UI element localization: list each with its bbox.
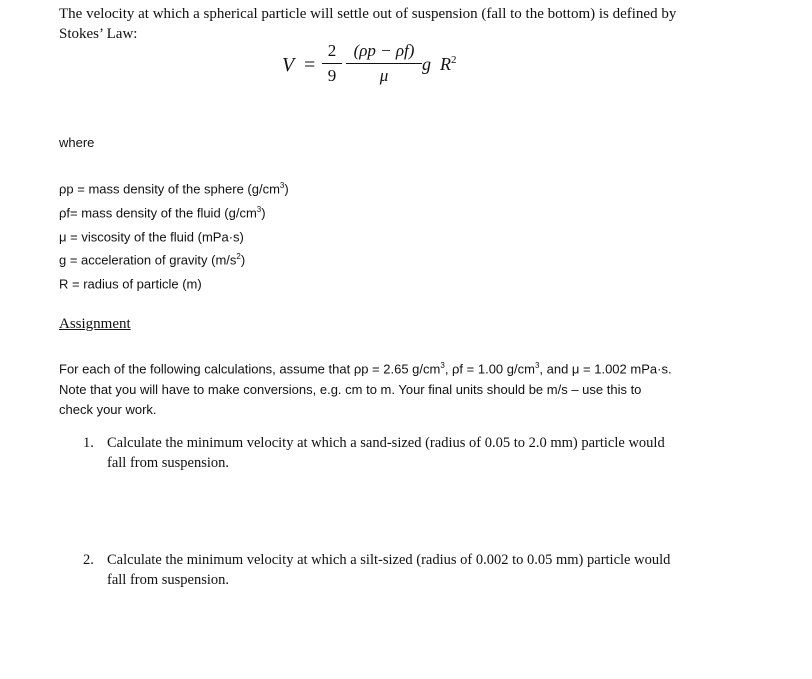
cube-superscript: 3: [534, 361, 540, 370]
definition-tail: ): [284, 181, 289, 197]
definition-item: [59, 176, 289, 200]
question-text: [107, 550, 687, 590]
question-item: [83, 433, 703, 475]
definition-symbol: ρp: [59, 181, 74, 197]
question-line: fall from suspension.: [107, 572, 230, 588]
equation-g: g: [422, 54, 431, 74]
stokes-law-equation: [282, 40, 482, 96]
definition-superscript: 3: [279, 181, 285, 190]
definition-text: = mass density of the fluid (g/cm: [70, 205, 257, 221]
where-label: where: [59, 135, 95, 150]
definition-text: = radius of particle (m): [68, 276, 202, 292]
definition-symbol: R: [59, 276, 69, 292]
definition-symbol: g: [59, 252, 67, 268]
definition-tail: ): [261, 205, 266, 221]
fraction-bar: [322, 63, 342, 64]
definition-symbol: ρf: [59, 205, 71, 221]
assignment-line-3: check your work.: [59, 402, 157, 418]
definition-item: [59, 247, 289, 271]
density-denominator: μ: [379, 66, 389, 85]
definition-symbol: μ: [59, 228, 67, 244]
definition-text: = viscosity of the fluid (mPa·s): [66, 228, 244, 244]
assignment-text-a: For each of the following calculations, assume that ρp = 2.65 g/cm: [59, 361, 441, 377]
equation-r-exponent: 2: [451, 54, 457, 66]
definition-item: [59, 224, 289, 248]
definition-superscript: 2: [236, 252, 241, 262]
definition-item: [59, 271, 289, 295]
question-number: 2.: [83, 552, 94, 568]
question-line: Calculate the minimum velocity at which a silt-sized (radius of 0.002 to 0.05 mm) particle would: [107, 552, 671, 568]
question-text: [107, 433, 687, 473]
coefficient-fraction: [322, 40, 342, 87]
question-line: fall from suspension.: [107, 455, 230, 471]
coefficient-numerator: 2: [327, 41, 337, 60]
cube-superscript: 3: [440, 361, 445, 370]
assignment-text-b: , ρf = 1.00 g/cm: [444, 361, 535, 377]
assignment-text-c: , and μ = 1.002 mPa·s.: [539, 361, 672, 377]
intro-line-2: Stokes’ Law:: [59, 26, 138, 42]
definition-tail: ): [240, 252, 246, 268]
question-item: [83, 550, 703, 592]
equation-lhs: V: [282, 54, 295, 76]
assignment-line-2: Note that you will have to make conversions, e.g. cm to m. Your final units should be m/s – use this to: [59, 381, 642, 397]
definitions-list: [59, 176, 289, 295]
definition-text: = acceleration of gravity (m/s: [66, 252, 237, 268]
intro-paragraph: [59, 4, 699, 44]
density-numerator: (ρp − ρf): [353, 41, 415, 60]
definition-text: = mass density of the sphere (g/cm: [73, 181, 280, 197]
assignment-paragraph: [59, 356, 709, 421]
fraction-bar: [346, 63, 422, 64]
definition-item: [59, 200, 289, 224]
question-line: Calculate the minimum velocity at which a sand-sized (radius of 0.05 to 2.0 mm) particle would: [107, 435, 665, 451]
assignment-heading: Assignment: [59, 316, 131, 332]
equation-r-symbol: R: [440, 54, 451, 74]
assignment-line-1: [59, 356, 709, 380]
equation-radius: [440, 54, 457, 75]
intro-line-1: The velocity at which a spherical particle will settle out of suspension (fall to the bottom) is defined by: [59, 6, 677, 22]
coefficient-denominator: 9: [327, 66, 337, 85]
density-fraction: [346, 40, 422, 87]
equation-equals: =: [304, 54, 316, 76]
question-number: 1.: [83, 435, 94, 451]
definition-superscript: 3: [256, 204, 262, 214]
